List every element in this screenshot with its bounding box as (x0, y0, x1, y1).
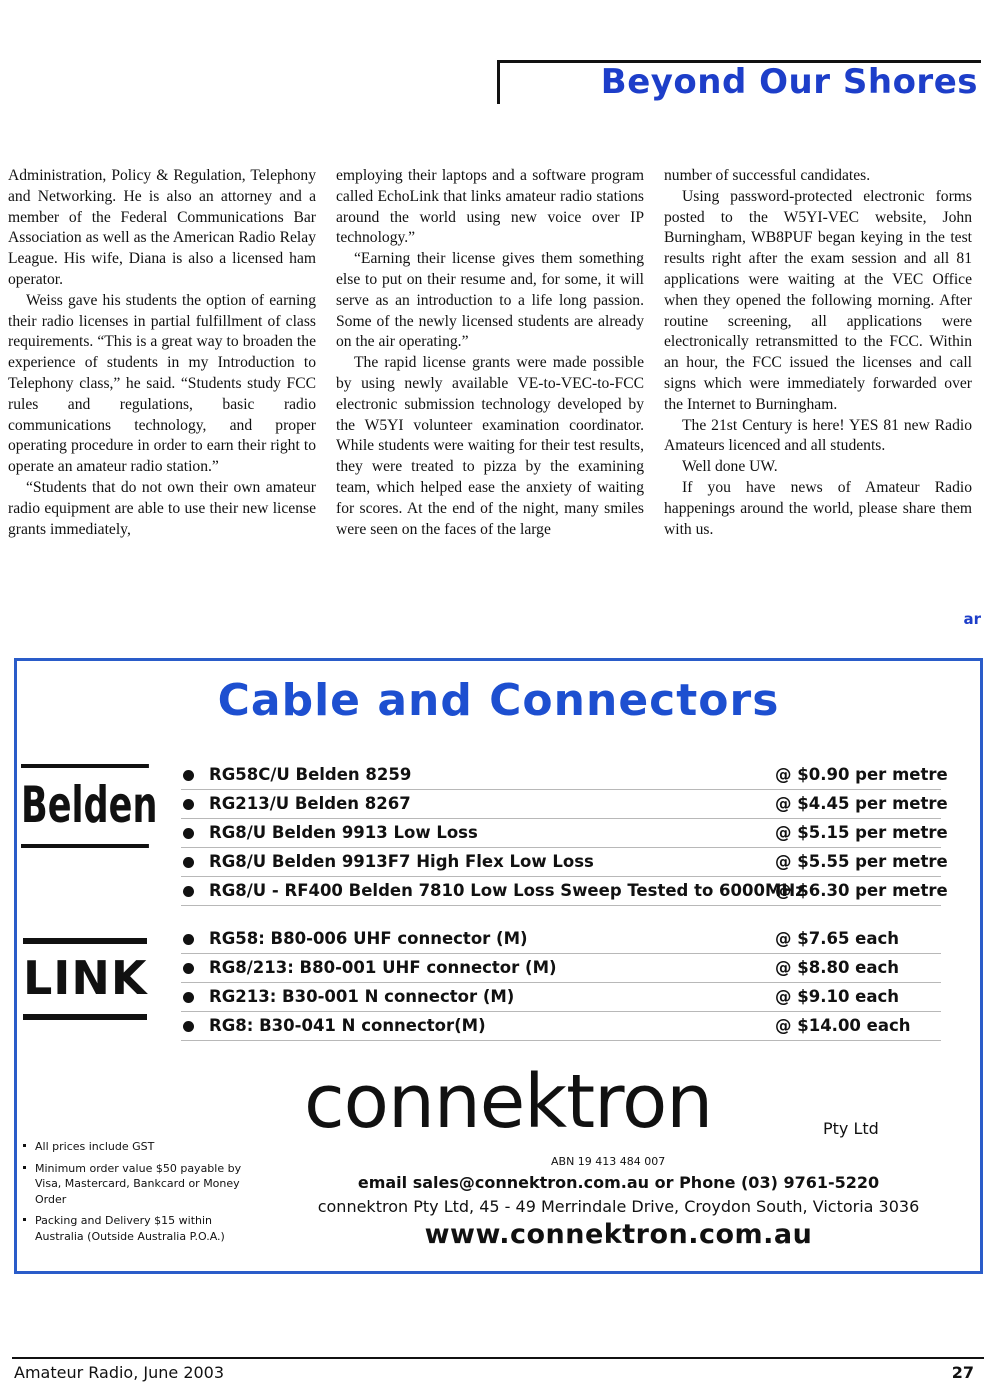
link-logo (21, 938, 149, 1022)
paragraph: If you have news of Amateur Radio happenings around the world, please share them with us. (664, 478, 972, 538)
product-name: RG8: B30-041 N connector(M) (209, 1016, 486, 1035)
paragraph: “Earning their license gives them something else to put on their resume and, for some, it will serve as an introduction to a life long passion. Some of the newly licensed students are already on the air operating.” (336, 250, 644, 351)
note-item: All prices include GST (23, 1139, 243, 1155)
price-row (181, 954, 941, 983)
connektron-advertisement (14, 658, 983, 1274)
bullet-icon (183, 992, 194, 1003)
product-price: @ $4.45 per metre (775, 794, 948, 813)
page-number: 27 (951, 1363, 974, 1382)
belden-logo: Belden (21, 764, 149, 848)
product-name: RG58: B80-006 UHF connector (M) (209, 929, 528, 948)
price-row (181, 790, 948, 819)
price-row (181, 983, 941, 1012)
article-end-mark: ar (963, 610, 981, 628)
product-price: @ $5.55 per metre (775, 852, 948, 871)
company-suffix: Pty Ltd (823, 1119, 879, 1138)
section-title: Beyond Our Shores (600, 62, 978, 102)
bullet-icon (183, 857, 194, 868)
product-name: RG8/U - RF400 Belden 7810 Low Loss Sweep Tested to 6000MHz (209, 881, 805, 900)
paragraph: Well done UW. (682, 458, 778, 476)
product-name: RG8/213: B80-001 UHF connector (M) (209, 958, 557, 977)
note-item: Packing and Delivery $15 within Australia (Outside Australia P.O.A.) (23, 1213, 243, 1244)
footer-rule (12, 1357, 984, 1359)
cable-price-list (181, 761, 948, 906)
logo-bar (23, 1014, 147, 1020)
paragraph: The rapid license grants were made possible by using newly available VE-to-VEC-to-FCC electronic submission technology developed by the W5YI volunteer examination coordinator. While students were waiting for their test results, they were treated to pizza by the examining team, which helped ease the anxiety of waiting for scores. At the end of the night, many smiles were seen on the faces of the large (336, 354, 644, 538)
abn-number: ABN 19 413 484 007 (551, 1155, 666, 1168)
paragraph: employing their laptops and a software program called EchoLink that links amateur radio stations around the world using new voice over IP technology.” (336, 167, 644, 247)
price-row (181, 877, 948, 906)
paragraph: number of successful candidates. (664, 167, 871, 184)
link-logo-text: LINK (23, 951, 148, 1005)
connektron-logo: connektron (304, 1059, 713, 1145)
product-price: @ $5.15 per metre (775, 823, 948, 842)
bullet-icon (183, 934, 194, 945)
price-row (181, 761, 948, 790)
terms-notes (23, 1139, 243, 1250)
ad-title: Cable and Connectors (217, 675, 780, 726)
product-price: @ $8.80 each (775, 958, 900, 977)
product-price: @ $0.90 per metre (775, 765, 948, 784)
product-price: @ $14.00 each (775, 1016, 911, 1035)
article-column-1 (8, 166, 316, 540)
paragraph: Weiss gave his students the option of earning their radio licenses in partial fulfillment of class requirements. “This is a great way to broaden the experience of students in my Introduction to Telephony class,” he said. “Students study FCC rules and regulations, basic radio communications technology, and proper operating procedure in order to earn their right to operate an amateur radio station.” (8, 291, 316, 476)
product-name: RG213: B30-001 N connector (M) (209, 987, 515, 1006)
article-column-2 (336, 166, 644, 540)
price-row (181, 1012, 941, 1041)
product-name: RG8/U Belden 9913 Low Loss (209, 823, 478, 842)
bullet-icon (183, 963, 194, 974)
product-name: RG58C/U Belden 8259 (209, 765, 412, 784)
header-vertical-rule (497, 60, 500, 104)
bullet-icon (183, 886, 194, 897)
product-price: @ $9.10 each (775, 987, 900, 1006)
website-url: www.connektron.com.au (424, 1219, 813, 1250)
bullet-icon (183, 828, 194, 839)
product-price: @ $7.65 each (775, 929, 900, 948)
article-column-3 (664, 166, 972, 540)
logo-bar (23, 938, 147, 944)
paragraph: The 21st Century is here! YES 81 new Radio Amateurs licenced and all students. (664, 416, 972, 455)
paragraph: Administration, Policy & Regulation, Telephony and Networking. He is also an attorney and a member of the Federal Communications Bar Association as well as the American Radio Relay League. His wife, Diana is also a licensed ham operator. (8, 167, 316, 288)
product-name: RG213/U Belden 8267 (209, 794, 411, 813)
note-item: Minimum order value $50 payable by Visa, Mastercard, Bankcard or Money Order (23, 1161, 243, 1208)
publication-footer: Amateur Radio, June 2003 (14, 1363, 225, 1382)
article-body (8, 166, 976, 608)
paragraph: Using password-protected electronic forms posted to the W5YI-VEC website, John Burningham, WB8PUF began keying in the test results right after the exam session and all 81 applications were waiting at the VEC Office when they opened the following morning. After routine screening, all applications were electronically retransmitted to the FCC. Within an hour, the FCC issued the licenses and call signs which were immediately forwarded over the Internet to Burningham. (664, 187, 972, 413)
price-row (181, 848, 948, 877)
price-row (181, 819, 948, 848)
product-price: @ $6.30 per metre (775, 881, 948, 900)
bullet-icon (183, 799, 194, 810)
bullet-icon (183, 1021, 194, 1032)
price-row (181, 925, 941, 954)
bullet-icon (183, 770, 194, 781)
address-line: connektron Pty Ltd, 45 - 49 Merrindale Drive, Croydon South, Victoria 3036 (317, 1197, 920, 1216)
product-name: RG8/U Belden 9913F7 High Flex Low Loss (209, 852, 594, 871)
paragraph: “Students that do not own their own amateur radio equipment are able to use their new license grants immediately, (8, 478, 316, 538)
contact-line: email sales@connektron.com.au or Phone (03) 9761-5220 (357, 1173, 880, 1192)
connector-price-list (181, 925, 941, 1041)
